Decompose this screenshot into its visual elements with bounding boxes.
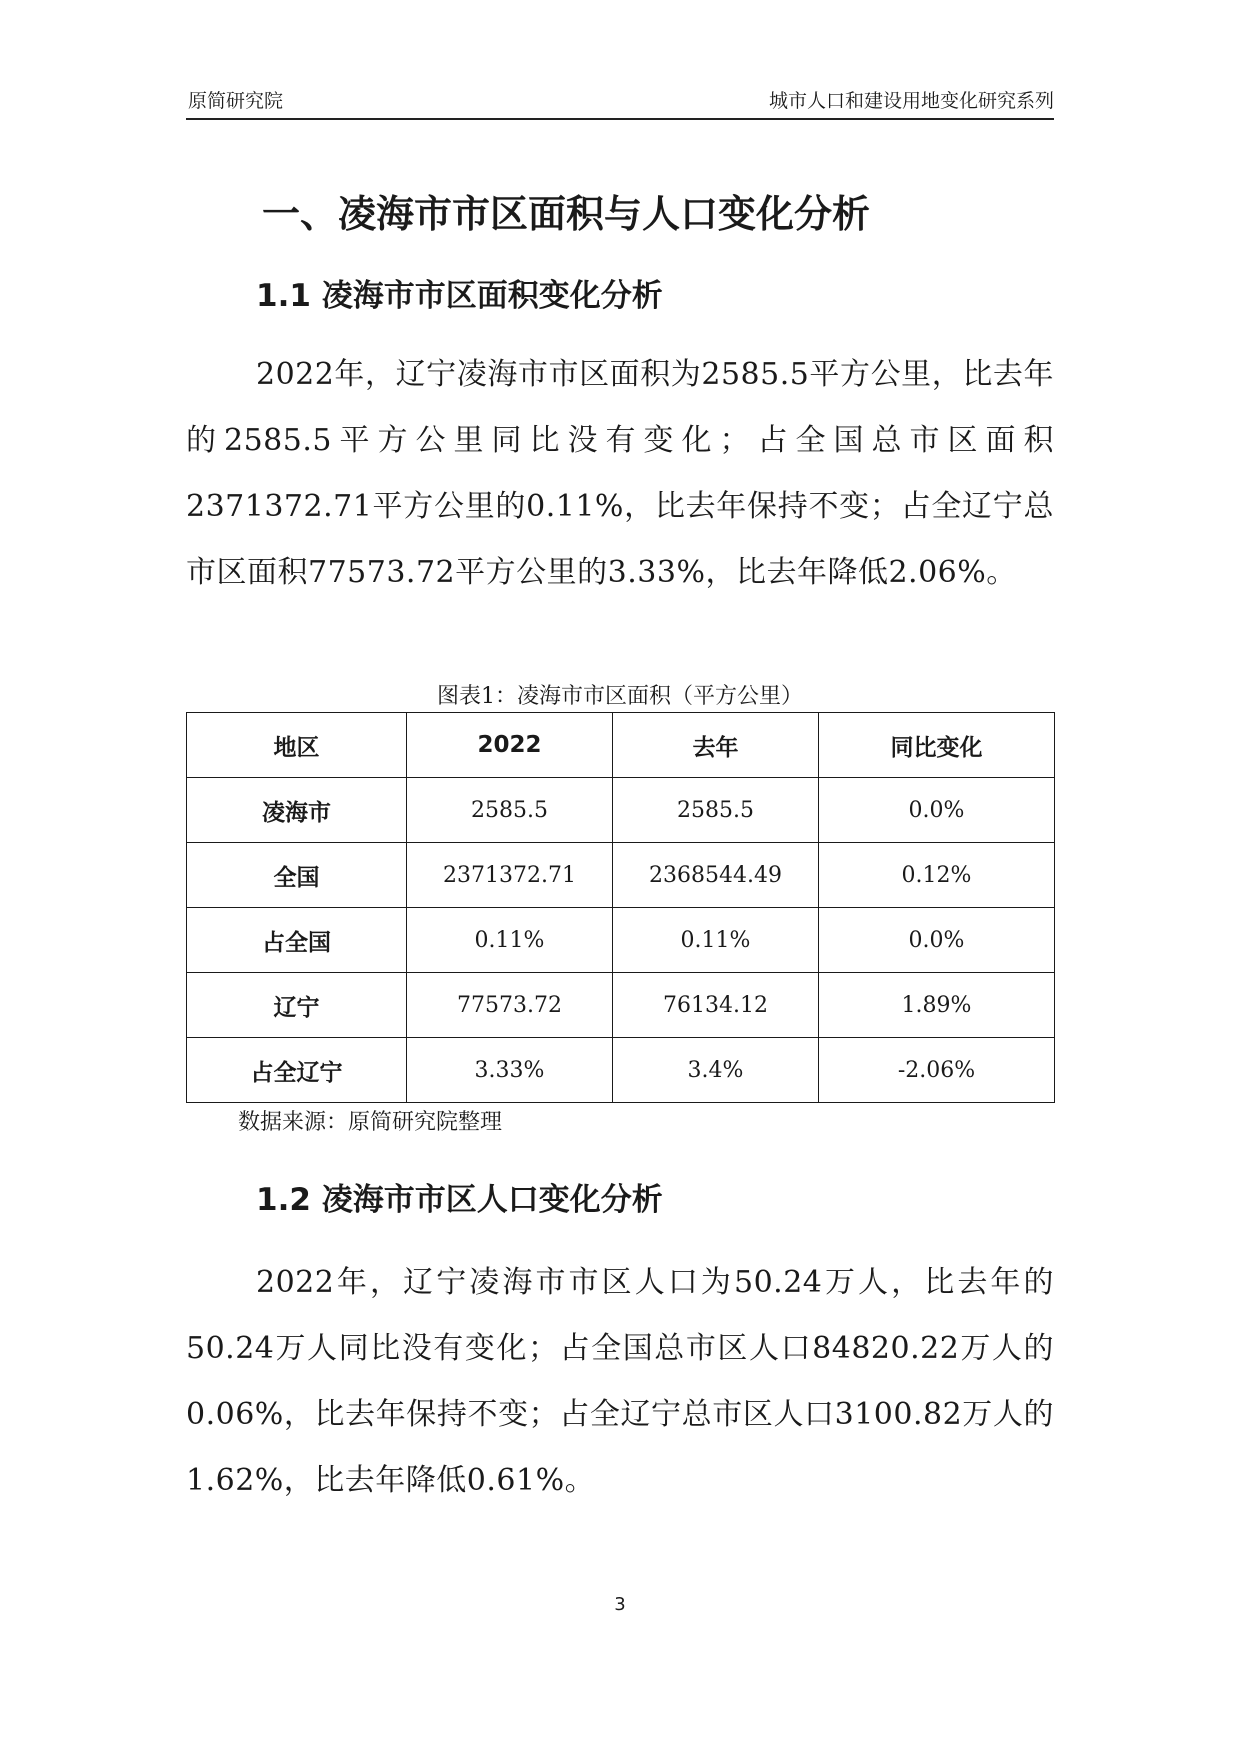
cell-2022: 2585.5 xyxy=(407,778,613,843)
cell-2022: 77573.72 xyxy=(407,973,613,1038)
section-title: 一、凌海市市区面积与人口变化分析 xyxy=(262,192,871,236)
row-label: 占全辽宁 xyxy=(187,1038,407,1103)
cell-last-year: 2585.5 xyxy=(613,778,819,843)
row-label: 辽宁 xyxy=(187,973,407,1038)
header-organization: 原简研究院 xyxy=(188,90,284,112)
cell-yoy-change: 0.0% xyxy=(819,778,1055,843)
table-row xyxy=(187,843,1055,908)
column-header-yoy-change: 同比变化 xyxy=(819,713,1055,778)
cell-2022: 3.33% xyxy=(407,1038,613,1103)
header-series-title: 城市人口和建设用地变化研究系列 xyxy=(768,90,1054,112)
cell-2022: 2371372.71 xyxy=(407,843,613,908)
table-row xyxy=(187,973,1055,1038)
table-row xyxy=(187,908,1055,973)
row-label: 凌海市 xyxy=(187,778,407,843)
subsection-title-population: 1.2 凌海市市区人口变化分析 xyxy=(256,1182,663,1218)
area-table xyxy=(186,712,1055,1103)
table-row xyxy=(187,778,1055,843)
page-number: 3 xyxy=(614,1594,626,1615)
cell-2022: 0.11% xyxy=(407,908,613,973)
cell-last-year: 0.11% xyxy=(613,908,819,973)
cell-yoy-change: -2.06% xyxy=(819,1038,1055,1103)
cell-yoy-change: 0.0% xyxy=(819,908,1055,973)
cell-last-year: 2368544.49 xyxy=(613,843,819,908)
row-label: 占全国 xyxy=(187,908,407,973)
table-header-row xyxy=(187,713,1055,778)
subsection-title-area: 1.1 凌海市市区面积变化分析 xyxy=(256,278,663,314)
cell-last-year: 3.4% xyxy=(613,1038,819,1103)
column-header-region: 地区 xyxy=(187,713,407,778)
population-paragraph: 2022年，辽宁凌海市市区人口为50.24万人，比去年的50.24万人同比没有变化；占全国总市区人口84820.22万人的0.06%，比去年保持不变；占全辽宁总市区人口3100.82万人的1.62%，比去年降低0.61%。 xyxy=(186,1265,1054,1498)
page-header xyxy=(186,88,1054,120)
table-caption: 图表1：凌海市市区面积（平方公里） xyxy=(437,684,803,709)
column-header-2022: 2022 xyxy=(407,713,613,778)
cell-last-year: 76134.12 xyxy=(613,973,819,1038)
table-row xyxy=(187,1038,1055,1103)
cell-yoy-change: 1.89% xyxy=(819,973,1055,1038)
column-header-last-year: 去年 xyxy=(613,713,819,778)
cell-yoy-change: 0.12% xyxy=(819,843,1055,908)
area-paragraph: 2022年，辽宁凌海市市区面积为2585.5平方公里，比去年的2585.5平方公里同比没有变化；占全国总市区面积2371372.71平方公里的0.11%，比去年保持不变；占全辽宁总市区面积77573.72平方公里的3.33%，比去年降低2.06%。 xyxy=(186,357,1054,590)
table-source-note: 数据来源：原简研究院整理 xyxy=(238,1110,503,1135)
row-label: 全国 xyxy=(187,843,407,908)
